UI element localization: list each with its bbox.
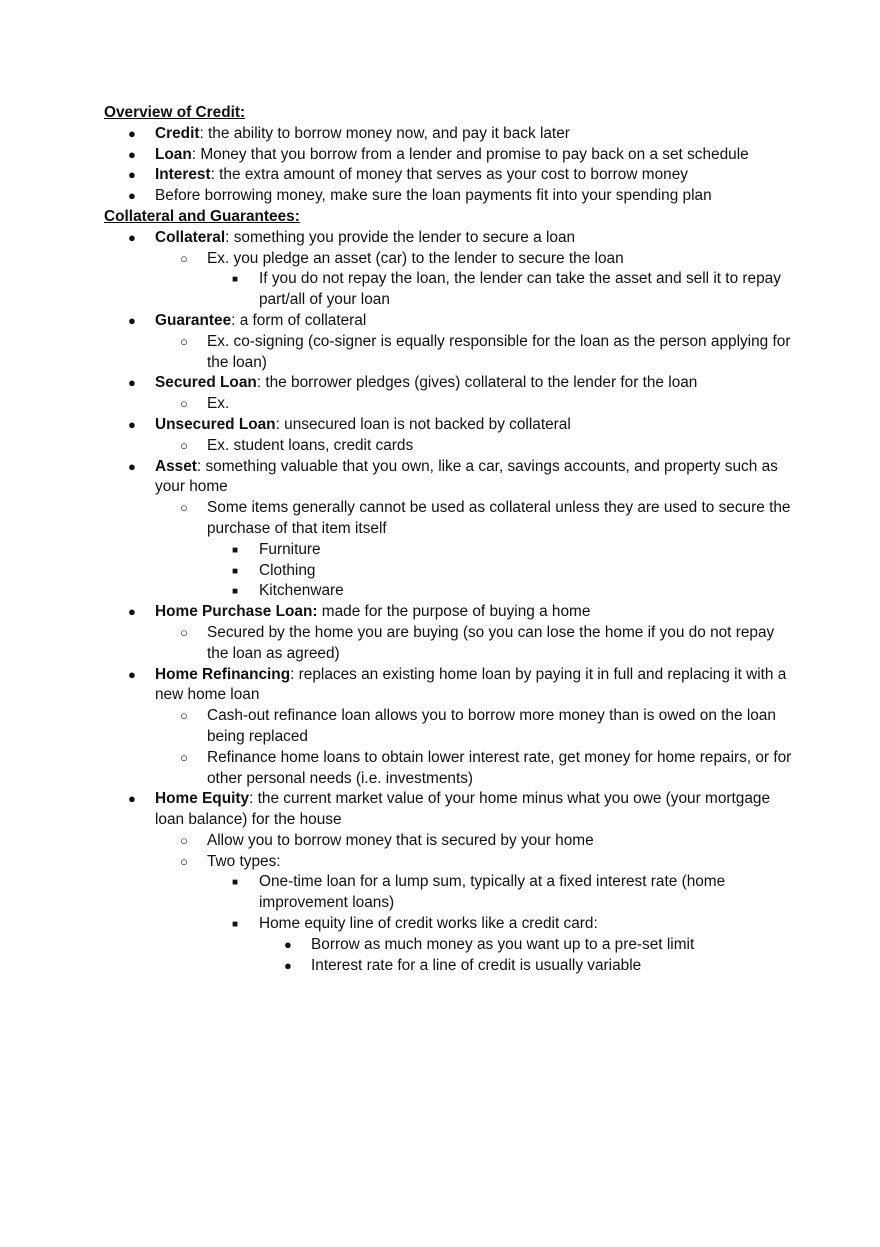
term-label: Guarantee xyxy=(155,311,232,329)
definition-text: : the borrower pledges (gives) collateral to the lender for the loan xyxy=(256,374,698,392)
term-label: Loan xyxy=(155,145,192,163)
list-item-secured-loan xyxy=(104,373,794,415)
square-bullet-icon xyxy=(232,581,284,604)
overview-list xyxy=(104,124,794,207)
term-label: Credit xyxy=(155,124,200,142)
bullet-icon xyxy=(128,665,180,686)
definition-text: : the ability to borrow money now, and pay it back later xyxy=(199,124,570,142)
sub-item-text: Two types: xyxy=(207,852,281,870)
sub-item-text: Allow you to borrow money that is secured by your home xyxy=(207,831,594,849)
list-item-asset xyxy=(104,457,794,603)
definition-text: : a form of collateral xyxy=(231,311,367,329)
sub-item xyxy=(155,498,794,602)
sub-item xyxy=(155,436,794,457)
sub-list xyxy=(155,436,794,457)
term-label: Home Purchase Loan: xyxy=(155,603,318,621)
square-bullet-icon xyxy=(232,561,284,584)
definition-text: : something you provide the lender to secure a loan xyxy=(225,228,576,246)
definition-text: : Money that you borrow from a lender and promise to pay back on a set schedule xyxy=(191,145,749,163)
list-item-home-refinancing xyxy=(104,665,794,790)
bullet-icon xyxy=(284,956,336,977)
subsub-item xyxy=(207,561,794,582)
detail-item xyxy=(259,935,794,956)
bullet-icon xyxy=(128,186,180,207)
sub-list xyxy=(155,831,794,977)
list-item xyxy=(104,124,794,145)
sub-item-text: Ex. you pledge an asset (car) to the lender to secure the loan xyxy=(207,249,624,267)
bullet-icon xyxy=(128,457,180,478)
definition-text: : unsecured loan is not backed by collateral xyxy=(275,415,571,433)
list-item-home-purchase-loan xyxy=(104,602,794,664)
circle-bullet-icon xyxy=(180,394,232,415)
subsub-item-text: One-time loan for a lump sum, typically at a fixed interest rate (home improvement loans) xyxy=(259,873,726,912)
sub-list xyxy=(155,394,794,415)
definition-text: : replaces an existing home loan by paying it in full and replacing it with a new home loan xyxy=(155,665,787,704)
sub-list xyxy=(155,332,794,374)
list-item xyxy=(104,186,794,207)
term-label: Interest xyxy=(155,166,211,184)
sub-list xyxy=(155,249,794,311)
subsub-item-text: Clothing xyxy=(259,561,316,579)
bullet-icon xyxy=(128,373,180,394)
sub-item xyxy=(155,706,794,748)
list-item-guarantee xyxy=(104,311,794,373)
definition-text: : something valuable that you own, like a car, savings accounts, and property such as your home xyxy=(155,457,778,496)
sub-list xyxy=(155,623,794,665)
sub-item xyxy=(155,831,794,852)
bullet-icon xyxy=(128,311,180,332)
term-label: Asset xyxy=(155,457,197,475)
subsub-item xyxy=(207,540,794,561)
subsub-list xyxy=(207,872,794,976)
bullet-icon xyxy=(128,145,180,166)
subsub-list xyxy=(207,540,794,602)
square-bullet-icon xyxy=(232,269,284,292)
bullet-icon xyxy=(128,228,180,249)
collateral-list xyxy=(104,228,794,977)
term-label: Unsecured Loan xyxy=(155,415,276,433)
bullet-icon xyxy=(128,415,180,436)
term-label: Home Refinancing xyxy=(155,665,291,683)
subsub-list xyxy=(207,269,794,311)
list-item-collateral xyxy=(104,228,794,311)
sub-list xyxy=(155,706,794,789)
sub-item xyxy=(155,623,794,665)
sub-item xyxy=(155,748,794,790)
circle-bullet-icon xyxy=(180,623,232,644)
detail-item-text: Interest rate for a line of credit is usually variable xyxy=(311,956,642,974)
detail-list xyxy=(259,935,794,977)
detail-item xyxy=(259,956,794,977)
definition-text: : the extra amount of money that serves as your cost to borrow money xyxy=(210,166,688,184)
circle-bullet-icon xyxy=(180,249,232,270)
sub-item-text: Cash-out refinance loan allows you to borrow more money than is owed on the loan being replaced xyxy=(207,707,776,745)
bullet-icon xyxy=(128,789,180,810)
circle-bullet-icon xyxy=(180,831,232,852)
sub-item xyxy=(155,394,794,415)
subsub-item xyxy=(207,581,794,602)
section-heading-collateral: Collateral and Guarantees: xyxy=(104,207,300,225)
bullet-icon xyxy=(128,165,180,186)
sub-item xyxy=(155,852,794,977)
list-item xyxy=(104,145,794,166)
sub-item-text: Ex. student loans, credit cards xyxy=(207,436,414,454)
bullet-icon xyxy=(284,935,336,956)
circle-bullet-icon xyxy=(180,332,232,353)
sub-item xyxy=(155,332,794,374)
circle-bullet-icon xyxy=(180,706,232,727)
subsub-item xyxy=(207,914,794,976)
circle-bullet-icon xyxy=(180,852,232,873)
subsub-item-text: Furniture xyxy=(259,540,321,558)
square-bullet-icon xyxy=(232,540,284,563)
circle-bullet-icon xyxy=(180,498,232,519)
bullet-icon xyxy=(128,602,180,623)
circle-bullet-icon xyxy=(180,748,232,769)
subsub-item-text: If you do not repay the loan, the lender can take the asset and sell it to repay part/all of your loan xyxy=(259,270,781,309)
sub-item-text: Ex. xyxy=(207,395,230,413)
sub-list xyxy=(155,498,794,602)
sub-item-text: Secured by the home you are buying (so you can lose the home if you do not repay the loan as agreed) xyxy=(207,623,775,662)
section-heading-overview: Overview of Credit: xyxy=(104,104,246,121)
sub-item xyxy=(155,249,794,311)
subsub-item-text: Home equity line of credit works like a credit card: xyxy=(259,915,598,933)
definition-text: : the current market value of your home minus what you owe (your mortgage loan balance) for the house xyxy=(155,790,771,829)
square-bullet-icon xyxy=(232,872,284,895)
term-label: Secured Loan xyxy=(155,374,257,392)
document-body xyxy=(104,103,794,976)
detail-item-text: Borrow as much money as you want up to a pre-set limit xyxy=(311,935,695,953)
sub-item-text: Ex. co-signing (co-signer is equally responsible for the loan as the person applying for the loan) xyxy=(207,332,791,371)
list-item-home-equity xyxy=(104,789,794,976)
sub-item-text: Refinance home loans to obtain lower interest rate, get money for home repairs, or for other personal needs (i.e. investments) xyxy=(207,748,792,787)
subsub-item xyxy=(207,872,794,914)
definition-text: made for the purpose of buying a home xyxy=(317,603,591,621)
subsub-item xyxy=(207,269,794,311)
list-item xyxy=(104,165,794,186)
sub-item-text: Some items generally cannot be used as collateral unless they are used to secure the purchase of that item itself xyxy=(207,499,791,537)
definition-text: Before borrowing money, make sure the loan payments fit into your spending plan xyxy=(155,187,712,205)
bullet-icon xyxy=(128,124,180,145)
list-item-unsecured-loan xyxy=(104,415,794,457)
circle-bullet-icon xyxy=(180,436,232,457)
term-label: Collateral xyxy=(155,228,226,246)
term-label: Home Equity xyxy=(155,790,250,808)
subsub-item-text: Kitchenware xyxy=(259,582,344,600)
square-bullet-icon xyxy=(232,914,284,937)
